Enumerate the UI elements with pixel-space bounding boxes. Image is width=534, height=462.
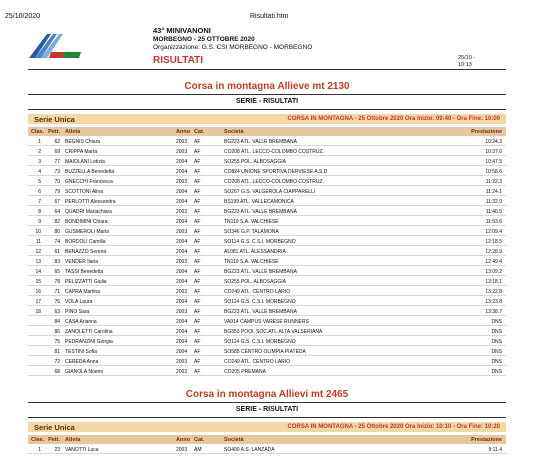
race2-serie-title: SERIE - RISULTATI — [235, 406, 299, 413]
row-clas: 8 — [38, 208, 41, 215]
row-pett: 76 — [54, 298, 60, 305]
row-societa: BS199 ATL. VALLECAMONICA — [224, 198, 294, 205]
row-clas: 14 — [35, 268, 41, 275]
row-prestazione: 10:47.5 — [485, 158, 502, 165]
row-anno: 2003 — [176, 138, 188, 145]
event-name: 43° MINIVANONI — [153, 26, 211, 35]
row-anno: 2004 — [176, 268, 188, 275]
row-pett: 23 — [54, 446, 60, 453]
row-cat: AF — [194, 188, 201, 195]
row-societa: BG223 ATL. VALLE BREMBANA — [224, 268, 297, 275]
row-atleta: PEDRANZINI Giorgia — [65, 338, 113, 345]
row-prestazione: 13:38.7 — [485, 308, 502, 315]
row-pett: 72 — [54, 358, 60, 365]
row-societa: SO400 A.S. LANZADA — [224, 446, 275, 453]
serie-info: CORSA IN MONTAGNA - 25 Ottobre 2020 Ora Inizio: 09:40 - Ora Fine: 10:00 — [287, 116, 500, 122]
col-cat: Cat. — [194, 436, 205, 443]
table-row — [28, 197, 506, 206]
row-cat: AF — [194, 368, 201, 375]
row-societa: SO114 G.S. C.S.I. MORBEGNO — [224, 298, 296, 305]
row-cat: AF — [194, 198, 201, 205]
row-clas: 11 — [35, 238, 41, 245]
table-row — [28, 187, 506, 196]
row-anno: 2004 — [176, 318, 188, 325]
row-anno: 2004 — [176, 188, 188, 195]
row-prestazione: 12:18.5 — [485, 238, 502, 245]
row-cat: AF — [194, 138, 201, 145]
row-cat: AF — [194, 328, 201, 335]
row-societa: CO208 ATL. LECCO-COLOMBO COSTRUZ. — [224, 148, 324, 155]
row-atleta: TASSI Benedetta — [65, 268, 104, 275]
row-cat: AF — [194, 358, 201, 365]
row-anno: 2003 — [176, 446, 188, 453]
print-header — [0, 0, 534, 22]
row-cat: AF — [194, 238, 201, 245]
row-anno: 2003 — [176, 288, 188, 295]
row-anno: 2003 — [176, 258, 188, 265]
row-prestazione: DNS — [491, 318, 502, 325]
row-cat: AF — [194, 298, 201, 305]
row-atleta: GIANOLA Noemi — [65, 368, 103, 375]
row-pett: 78 — [54, 278, 60, 285]
row-societa: TN119 S.A. VALCHIESE — [224, 258, 279, 265]
row-pett: 67 — [54, 198, 60, 205]
row-cat: AF — [194, 318, 201, 325]
row-pett: 84 — [54, 318, 60, 325]
row-prestazione: 13:22.8 — [485, 288, 502, 295]
row-anno: 2003 — [176, 308, 188, 315]
row-prestazione: 11:40.5 — [485, 208, 502, 215]
row-atleta: BUZZELLA Benedetta — [65, 168, 115, 175]
col-societa: Società — [224, 436, 244, 443]
row-societa: AL081 ATL. ALESSANDRIA — [224, 248, 286, 255]
row-societa: BG353 POOL SOC.ATL.ALTA VALSERIANA — [224, 328, 323, 335]
table-row — [28, 137, 506, 146]
row-prestazione: 12:09.4 — [485, 228, 502, 235]
col-clas: Clas. — [31, 436, 45, 443]
race2-serie-bar — [28, 422, 506, 432]
row-societa: CO205 PREMANA — [224, 368, 266, 375]
row-prestazione: 13:23.8 — [485, 298, 502, 305]
row-prestazione: 10:24.3 — [485, 138, 502, 145]
row-atleta: GUSMEROLI Maria — [65, 228, 109, 235]
race2-divider-top — [28, 402, 506, 403]
table-row — [28, 257, 506, 266]
row-pett: 81 — [54, 348, 60, 355]
row-anno: 2003 — [176, 178, 188, 185]
row-prestazione: 12:49.4 — [485, 258, 502, 265]
row-anno: 2004 — [176, 158, 188, 165]
row-cat: AF — [194, 168, 201, 175]
row-cat: AF — [194, 348, 201, 355]
race1-divider-top — [28, 94, 506, 95]
row-societa: TN119 S.A. VALCHIESE — [224, 218, 279, 225]
row-pett: 73 — [54, 168, 60, 175]
row-clas: 13 — [35, 258, 41, 265]
row-prestazione: 12:28.9 — [485, 248, 502, 255]
table-row — [28, 227, 506, 236]
row-anno: 2004 — [176, 278, 188, 285]
row-atleta: VANOTTI Luca — [65, 446, 99, 453]
col-prestazione: Prestazione — [471, 128, 502, 135]
row-societa: CO249 ATL. CENTRO LARIO — [224, 358, 291, 365]
row-pett: 70 — [54, 178, 60, 185]
row-anno: 2003 — [176, 208, 188, 215]
row-prestazione: 11:24.1 — [485, 188, 502, 195]
table-row — [28, 247, 506, 256]
row-anno: 2004 — [176, 168, 188, 175]
row-societa: CO249 ATL. CENTRO LARIO — [224, 288, 291, 295]
row-anno: 2004 — [176, 338, 188, 345]
row-societa: BG223 ATL. VALLE BREMBANA — [224, 308, 297, 315]
race2-title: Corsa in montagna Allievi mt 2465 — [185, 389, 349, 400]
row-pett: 80 — [54, 228, 60, 235]
row-atleta: GNECCHI Francesca — [65, 178, 113, 185]
row-atleta: PERLOTTI Alessandra — [65, 198, 116, 205]
table-row — [28, 347, 506, 356]
col-anno: Anno — [176, 436, 191, 443]
row-pett: 74 — [54, 238, 60, 245]
row-atleta: VENDER Ilaria — [65, 258, 99, 265]
row-prestazione: 10:37.0 — [485, 148, 502, 155]
row-clas: 10 — [35, 228, 41, 235]
col-atleta: Atleta — [65, 128, 81, 135]
row-prestazione: 11:32.0 — [485, 198, 502, 205]
print-stamp — [458, 55, 475, 69]
row-pett: 64 — [54, 208, 60, 215]
row-societa: SO346 G.P. TALAMONA — [224, 228, 279, 235]
row-prestazione: DNS — [491, 368, 502, 375]
row-cat: AF — [194, 218, 201, 225]
row-clas: 17 — [35, 298, 41, 305]
col-societa: Società — [224, 128, 244, 135]
row-societa: VA914 CAMPUS VARESE RUNNERS — [224, 318, 309, 325]
row-atleta: CEREDA Anna — [65, 358, 99, 365]
row-atleta: BENAZZO Serena — [65, 248, 107, 255]
table-row — [28, 337, 506, 346]
col-anno: Anno — [176, 128, 191, 135]
table-row — [28, 147, 506, 156]
col-prestazione: Prestazione — [471, 436, 502, 443]
row-clas: 1 — [38, 446, 41, 453]
row-pett: 68 — [54, 368, 60, 375]
row-atleta: CRIPPA Marta — [65, 148, 98, 155]
row-pett: 79 — [54, 188, 60, 195]
row-cat: AF — [194, 208, 201, 215]
row-anno: 2004 — [176, 328, 188, 335]
row-pett: 86 — [54, 328, 60, 335]
stamp-date: 25/10 - — [458, 55, 476, 61]
row-cat: AF — [194, 338, 201, 345]
event-place-date: MORBEGNO - 25 OTTOBRE 2020 — [153, 35, 255, 43]
row-cat: AF — [194, 268, 201, 275]
row-atleta: SCOTTONI Alina — [65, 188, 103, 195]
row-cat: AM — [194, 446, 202, 453]
row-pett: 71 — [54, 288, 60, 295]
race1-divider-bottom — [28, 109, 506, 110]
row-pett: 61 — [54, 248, 60, 255]
row-prestazione: 11:53.6 — [485, 218, 502, 225]
row-clas: 18 — [35, 308, 41, 315]
row-clas: 9 — [38, 218, 41, 225]
race2-divider-bottom — [28, 417, 506, 418]
table-row — [28, 367, 506, 376]
table-row — [28, 307, 506, 316]
table-row — [28, 317, 506, 326]
row-atleta: BONDIMINI Chiara — [65, 218, 108, 225]
header-divider — [28, 69, 506, 70]
row-societa: SO585 CENTRO OLIMPIA PIATEDA — [224, 348, 306, 355]
serie-info: CORSA IN MONTAGNA - 25 Ottobre 2020 Ora Inizio: 10:10 - Ora Fine: 10:20 — [287, 424, 500, 430]
row-pett: 77 — [54, 158, 60, 165]
row-clas: 12 — [35, 248, 41, 255]
row-prestazione: DNS — [491, 338, 502, 345]
row-prestazione: DNS — [491, 358, 502, 365]
row-societa: SO267 G.S. VALGEROLA CIAPPARELLI — [224, 188, 316, 195]
row-clas: 7 — [38, 198, 41, 205]
table-row — [28, 287, 506, 296]
table-row — [28, 177, 506, 186]
row-anno: 2003 — [176, 358, 188, 365]
row-anno: 2004 — [176, 218, 188, 225]
row-societa: BG223 ATL. VALLE BREMBANA — [224, 208, 297, 215]
row-clas: 16 — [35, 288, 41, 295]
race1-column-headers — [28, 127, 506, 136]
row-atleta: BORDOLI Camilla — [65, 238, 106, 245]
row-anno: 2003 — [176, 148, 188, 155]
row-clas: 2 — [38, 148, 41, 155]
serie-label: Serie Unica — [34, 115, 75, 124]
row-anno: 2004 — [176, 348, 188, 355]
row-clas: 4 — [38, 168, 41, 175]
table-row — [28, 445, 506, 454]
row-cat: AF — [194, 248, 201, 255]
row-pett: 65 — [54, 268, 60, 275]
row-atleta: ZANOLETTI Carolina — [65, 328, 113, 335]
row-anno: 2004 — [176, 238, 188, 245]
row-anno: 2004 — [176, 298, 188, 305]
row-societa: SO114 G.S. C.S.I. MORBEGNO — [224, 338, 296, 345]
table-row — [28, 267, 506, 276]
col-pett: Pett. — [48, 128, 60, 135]
row-cat: AF — [194, 258, 201, 265]
table-row — [28, 327, 506, 336]
row-pett: 62 — [54, 138, 60, 145]
row-cat: AF — [194, 228, 201, 235]
row-atleta: TESTINI Sofia — [65, 348, 97, 355]
serie-label: Serie Unica — [34, 423, 75, 432]
row-anno: 2003 — [176, 228, 188, 235]
row-anno: 2004 — [176, 198, 188, 205]
row-anno: 2003 — [176, 368, 188, 375]
row-societa: SO255 POL. ALBOSAGGIA — [224, 278, 286, 285]
row-clas: 1 — [38, 138, 41, 145]
row-cat: AF — [194, 308, 201, 315]
row-societa: SO255 POL. ALBOSAGGIA — [224, 158, 286, 165]
table-row — [28, 357, 506, 366]
row-atleta: VOLA Laura — [65, 298, 93, 305]
row-prestazione: DNS — [491, 328, 502, 335]
row-atleta: BEGNIS Chiara — [65, 138, 101, 145]
row-clas: 6 — [38, 188, 41, 195]
row-prestazione: 10:58.6 — [485, 168, 502, 175]
row-anno: 2004 — [176, 248, 188, 255]
row-societa: BG223 ATL. VALLE BREMBANA — [224, 138, 297, 145]
row-atleta: MAIOLANI Letizia — [65, 158, 105, 165]
race1-title: Corsa in montagna Allieve mt 2130 — [184, 81, 350, 92]
table-row — [28, 207, 506, 216]
print-filename: Risultati.htm — [250, 13, 289, 20]
row-cat: AF — [194, 178, 201, 185]
row-pett: 82 — [54, 218, 60, 225]
row-atleta: QUADRI Mariachiara — [65, 208, 112, 215]
row-prestazione: 9:11.4 — [488, 446, 502, 453]
row-cat: AF — [194, 288, 201, 295]
row-prestazione: 13:09.2 — [485, 268, 502, 275]
row-cat: AF — [194, 148, 201, 155]
row-atleta: PINO Sara — [65, 308, 90, 315]
row-atleta: CAPRA Martina — [65, 288, 101, 295]
print-date: 25/10/2020 — [5, 13, 41, 20]
table-row — [28, 167, 506, 176]
row-pett: 69 — [54, 148, 60, 155]
stamp-time: 10:13 — [458, 62, 472, 68]
col-cat: Cat. — [194, 128, 205, 135]
row-prestazione: 11:22.3 — [485, 178, 502, 185]
row-prestazione: 13:18.1 — [485, 278, 502, 285]
col-pett: Pett. — [48, 436, 60, 443]
row-clas: 3 — [38, 158, 41, 165]
race1-serie-bar — [28, 114, 506, 124]
table-row — [28, 217, 506, 226]
page-title: RISULTATI — [153, 55, 203, 66]
row-clas: 5 — [38, 178, 41, 185]
row-prestazione: DNS — [491, 348, 502, 355]
table-row — [28, 157, 506, 166]
event-organizer: Organizzazione: G.S. CSI MORBEGNO - MORBEGNO — [153, 44, 313, 51]
table-row — [28, 297, 506, 306]
row-atleta: PELIZZATTI Giulia — [65, 278, 107, 285]
table-row — [28, 277, 506, 286]
row-societa: SO114 G.S. C.S.I. MORBEGNO — [224, 238, 296, 245]
row-cat: AF — [194, 278, 201, 285]
row-pett: 75 — [54, 338, 60, 345]
row-societa: CO208 ATL. LECCO-COLOMBO COSTRUZ. — [224, 178, 324, 185]
col-atleta: Atleta — [65, 436, 81, 443]
table-row — [28, 237, 506, 246]
row-cat: AF — [194, 158, 201, 165]
race2-column-headers — [28, 435, 506, 444]
row-pett: 83 — [54, 258, 60, 265]
row-pett: 63 — [54, 308, 60, 315]
col-clas: Clas. — [31, 128, 45, 135]
fidal-logo-icon — [25, 30, 85, 60]
row-societa: CO824 UNIONE SPORTIVA DERVIESE A.S.D — [224, 168, 328, 175]
row-atleta: CASA Arianna — [65, 318, 97, 325]
race1-serie-title: SERIE - RISULTATI — [235, 98, 299, 105]
event-header — [153, 27, 312, 53]
row-clas: 15 — [35, 278, 41, 285]
